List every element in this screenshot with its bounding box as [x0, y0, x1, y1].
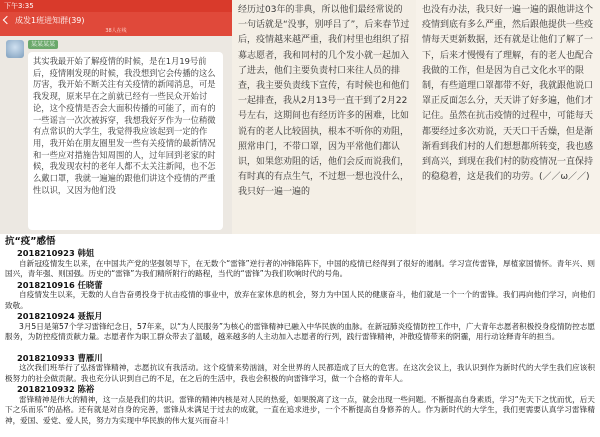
chat-title: 成发1班进知群(39) [15, 15, 85, 25]
chat-online-count: 38人在线 [0, 28, 232, 36]
sender-name: 某某某某 [28, 40, 58, 49]
chat-message-bubble: 其实我最开始了解疫情的时候，是在1月19号前后，疫情刚发现的时候，我没想到它会传播的这么厉害，我开始不断关注有关疫情的新闻消息，可是我发现，原来早在之前就已经有一些民众开始讨论，这个疫情是否会大面积传播的可能了，而有的一些谣言一次次被拆穿，我想我好歹作为一位稍微有点常识的大学生，我觉得我应该起到一定的作用，我开始在朋友圈里发一些有关疫情的最新情况和一些应对措施告知周围的人，过年回到老家的时候，我发现农村的老年人都不太关注新闻，也不怎么戴口罩，我就一遍遍的跟他们讲这个疫情的严重性以识，又因为他们没 [28, 52, 223, 230]
right-page-text: 也没有办法，我只好一遍一遍的跟他讲这个疫情到底有多么严重，然后跟他提供一些疫情每天更新数据，还有就是让他们了解了一下，后来才慢慢有了理解，有的老人也配合我做的工作，但是因为自己文化水平的限制，有些道理口罩都带不好，我就跟他说口罩正反面怎么分，天天讲了好多遍，他们才记住。虽然在抗击疫情的过程中，可能每天都要经过多次劝说，天天口干舌燥，但是渐渐看到我们村的人们想想都所转变，我也感到高兴，到现在我们村的防疫情况一直保持的稳稳着，这是我们的功劳。(／／ω／／) [422, 5, 594, 183]
entry [5, 353, 595, 385]
status-time: 下午3:35 [4, 2, 34, 10]
entry-author: 2018210924 聂振月 [17, 311, 103, 322]
middle-page-screenshot [232, 0, 416, 234]
entry-text: 3月5日是第57个学习雷锋纪念日，57年来，以“为人民服务”为核心的雷锋精神已融入中华民族的血脉。在新冠肺炎疫情防控工作中，广大青年志愿者积极投身疫情防控志愿服务，为防控疫情贡献力量。志愿者作为职工群众带去了温暖，越来越多的人主动加入志愿者的行列，践行雷锋精神，冲散疫情带来的阴霾，用行动诠释青年的担当。 [5, 321, 596, 342]
entry-author: 2018210933 曹雁川 [17, 352, 103, 363]
reflection-document [0, 234, 600, 425]
status-bar [0, 0, 232, 12]
entry [5, 280, 595, 312]
entry-text: 自新冠疫情发生以来，在中国共产党的坚强领导下，在无数个“雷锋”逆行者的冲锋陷阵下，中国的疫情已经得到了很好的遏制。学习宣传雷锋，厚植家国情怀。青年兴、则国兴，青年强、则国强。历史的“雷锋”为我们精所附行的路程，当代的“雷锋”为我们吹响时代的号角。 [5, 258, 595, 278]
chat-screenshot [0, 0, 232, 234]
right-page-screenshot [416, 0, 600, 234]
avatar[interactable] [6, 40, 24, 58]
entry [5, 311, 595, 353]
entry [5, 384, 595, 437]
entry-text: 雷锋精神是伟大的精神，这一点是我们的共识。雷锋的精神内核是对人民的热爱，如果脱离了这一点，就会出现一些问题。不断提高自身素质，学习“先天下之忧而忧，后天下之乐而乐”的品格。还有就是对自身的完善，雷锋从未满足于过去的成就，一直在追求进步，一个不断提高自身修养的人。作为新时代的大学生，我们更需要认真学习雷锋精神，爱国、爱党、爱人民，努力为实现中华民族的伟大复兴而奋斗！ [5, 394, 595, 425]
entry-author: 2018210932 陈裕 [17, 384, 95, 395]
document-title: 抗“疫”感悟 [5, 236, 56, 247]
entry [5, 248, 595, 280]
entry-author: 2018210923 韩姐 [17, 248, 95, 258]
entry-text: 自疫情发生以来，无数的人自告奋勇投身于抗击疫情的事业中，放弃在家休息的机会，努力为中国人民的健康奋斗，他们就是一个一个的雷锋。我们再向他们学习，向他们致敬。 [5, 290, 595, 310]
middle-page-text: 经历过03年的非典，所以他们最经常说的一句话就是“没事，别呼吕了”，后来春节过后，疫情越来越严重，我们村里也组织了招募志愿者，我和同村的几个发小就一起加入了进去，他们主要负责村口来往人员的排查，我主要负责线下宣传，有时候也和他们一起排查，我从2月13号一直干到了2月22号左右，这期间也有经历许多的困难，比如说有的老人比较固执，根本不听你的劝阻，照常串门，不带口罩，因为平常他们都认识，如果您劝阻的话，他们会反而说我们，有时真的有点生气，不过想一想也没什么，我只好一遍一遍的 [238, 5, 410, 198]
chat-header [0, 12, 232, 28]
entry-author: 2018210916 任晓蕾 [17, 279, 103, 290]
entry-text: 这次我们班举行了弘扬雷锋精神，志愿抗议有我活动。这个疫情来势汹汹，对全世界的人民都造成了巨大的危害。在这次会议上，我认识到作为新时代的大学生我们应该积极努力的社会做贡献。我也充分认识到自己的不足，在之后的生活中，我也会积极的向雷锋学习，做一个合格的青年人。 [5, 363, 595, 383]
back-arrow-icon[interactable] [3, 16, 11, 24]
